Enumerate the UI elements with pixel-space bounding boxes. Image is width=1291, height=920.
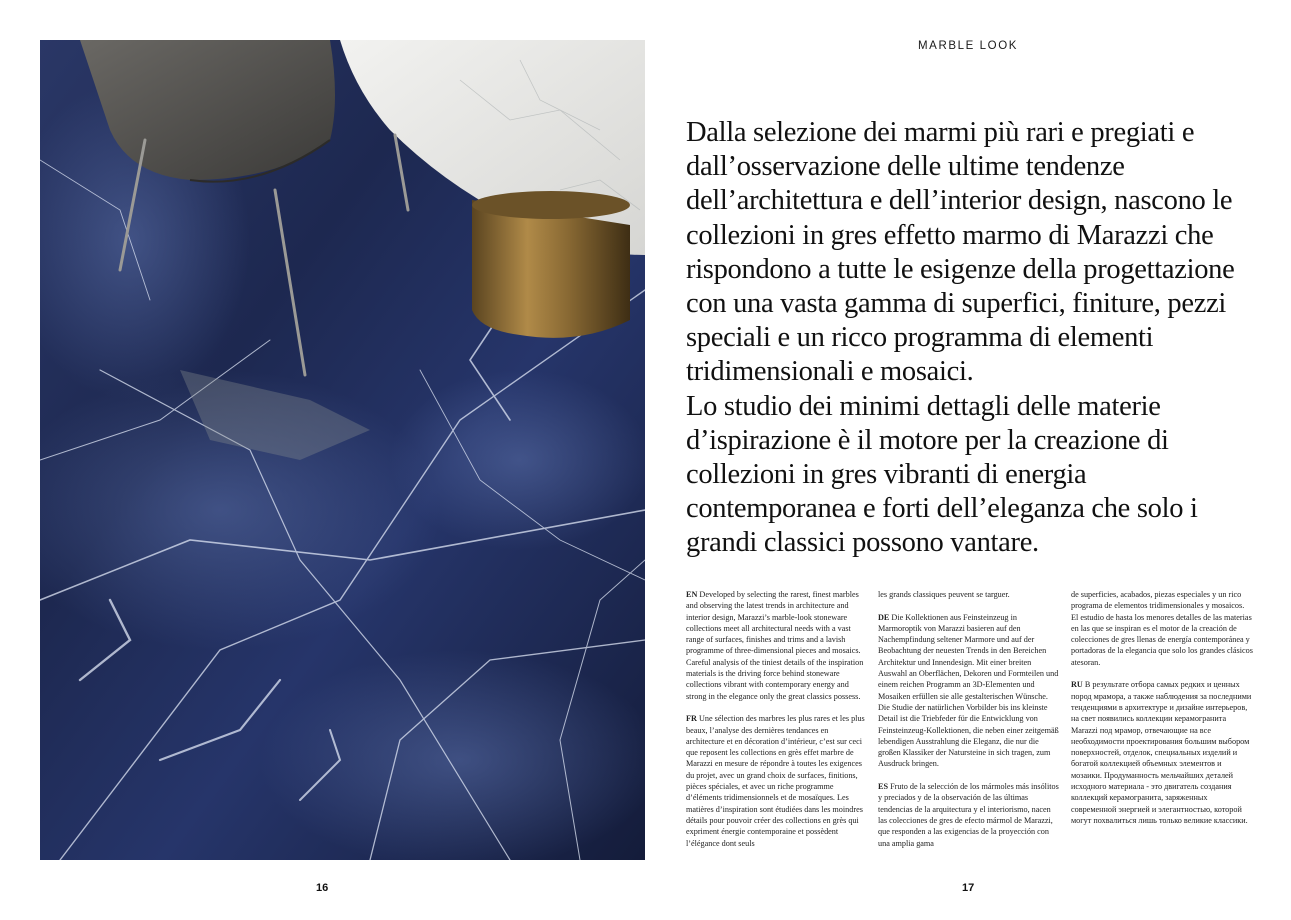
translation-de-text: Die Kollektionen aus Feinsteinzeug in Marmoroptik von Marazzi basieren auf den Nachempfindung seltener Marmore und auf der Beobachtung der neuesten Trends in den Bereichen Architektur und Innendesign. Mit einer breiten Auswahl an Oberflächen, Dekoren und Formteilen und einem reichen Programm an 3D-Elementen und Mosaiken erfüllen sie alle gestalterischen Wünsche. Die Studie der natürlichen Vorbilder bis ins kleinste Detail ist die Triebfeder für die Entwicklung von Feinsteinzeug-Kollektionen, die neben einer zeitgemäß lebendigen Ausstrahlung die Eleganz, die nur die großen Klassiker der Natursteine in sich tragen, zum Ausdruck bringen. bbox=[878, 612, 1059, 769]
headline-italian bbox=[686, 116, 1261, 561]
lang-code-fr: FR bbox=[686, 714, 697, 724]
translation-de bbox=[878, 612, 1060, 770]
translation-es-continued: de superficies, acabados, piezas especiales y un rico programa de elementos tridimensionales y mosaicos. El estudio de hasta los menores detalles de las materias en las que se inspiran es el motor de la creación de colecciones de gres llenas de energía contemporánea y portadoras de la elegancia que solo los grandes clásicos atesoran. bbox=[1071, 590, 1253, 667]
headline-paragraph-1: Dalla selezione dei marmi più rari e pregiati e dall’osservazione delle ultime tendenze dell’architettura e dell’interior design, nascono le collezioni in gres effetto marmo di Marazzi che rispondono a tutte le esigenze della progettazione con una vasta gamma di superfici, finiture, pezzi speciali e un ricco programma di elementi tridimensionali e mosaici. bbox=[686, 117, 1235, 388]
lang-code-de: DE bbox=[878, 612, 890, 622]
text-column-2 bbox=[878, 589, 1060, 860]
page-number-right: 17 bbox=[962, 882, 975, 894]
translation-es-text: Fruto de la selección de los mármoles más insólitos y preciados y de la observación de las últimas tendencias de la arquitectura y el interiorismo, nacen las colecciones de gres de efecto mármol de Marazzi, que responden a las exigencias de la proyección con una amplia gama bbox=[878, 782, 1059, 848]
translation-fr-text: Une sélection des marbres les plus rares et les plus beaux, l’analyse des dernières tendances en architecture et en décoration d’intérieur, c’est sur ceci que reposent les collections en grès effet marbre de Marazzi en mesure de répondre à toutes les exigences du projet, avec un grand choix de surfaces, finitions, pièces spéciales, et avec un riche programme d’éléments tridimensionnels et de mosaïques. Les matières d’inspiration sont étudiées dans les moindres détails pour pouvoir créer des collections en grès qui expriment énergie contemporaine et possèdent l’élégance dont seuls bbox=[686, 714, 865, 848]
marble-floor-photo bbox=[40, 40, 645, 860]
text-column-1 bbox=[686, 589, 868, 860]
lang-code-en: EN bbox=[686, 590, 698, 599]
section-label: MARBLE LOOK bbox=[918, 40, 1019, 52]
lang-code-ru: RU bbox=[1071, 680, 1083, 690]
page-number-left: 16 bbox=[316, 882, 329, 894]
translation-es bbox=[878, 781, 1060, 849]
translation-ru bbox=[1071, 679, 1253, 826]
translation-fr bbox=[686, 713, 868, 849]
translation-ru-text: В результате отбора самых редких и ценных пород мрамора, а также наблюдения за последними тенденциями в архитектуре и дизайне интерьеров, на свет появились коллекции керамогранита Marazzi под мрамор, отвечающие на все необходимости проектирования большим выбором поверхностей, отделок, специальных изделий и богатой коллекцией объемных элементов и мозаики. Продуманность мельчайших деталей исходного материала - это двигатель создания коллекций керамогранита, заряженных современной энергией и элегантностью, которой могут похвалиться лишь только великие классики. bbox=[1071, 680, 1252, 825]
translation-en bbox=[686, 589, 868, 702]
translation-en-text: Developed by selecting the rarest, finest marbles and observing the latest trends in architecture and interior design, Marazzi’s marble-look stoneware collections meet all architectural needs with a vast range of surfaces, finishes and trims and a lavish programme of three-dimensional pieces and mosaics. Careful analysis of the tiniest details of the inspiration materials is the driving force behind stoneware collections vibrant with contemporary energy and strong in the elegance only the great classics possess. bbox=[686, 590, 864, 701]
lang-code-es: ES bbox=[878, 782, 889, 792]
translation-fr-continued: les grands classiques peuvent se targuer. bbox=[878, 590, 1010, 599]
text-column-3 bbox=[1071, 589, 1253, 838]
headline-paragraph-2: Lo studio dei minimi dettagli delle materie d’ispirazione è il motore per la creazione di collezioni in gres vibranti di energia contemporanea e forti dell’eleganza che solo i grandi classici possono vantare. bbox=[686, 390, 1198, 559]
photo-illustration bbox=[40, 40, 645, 860]
